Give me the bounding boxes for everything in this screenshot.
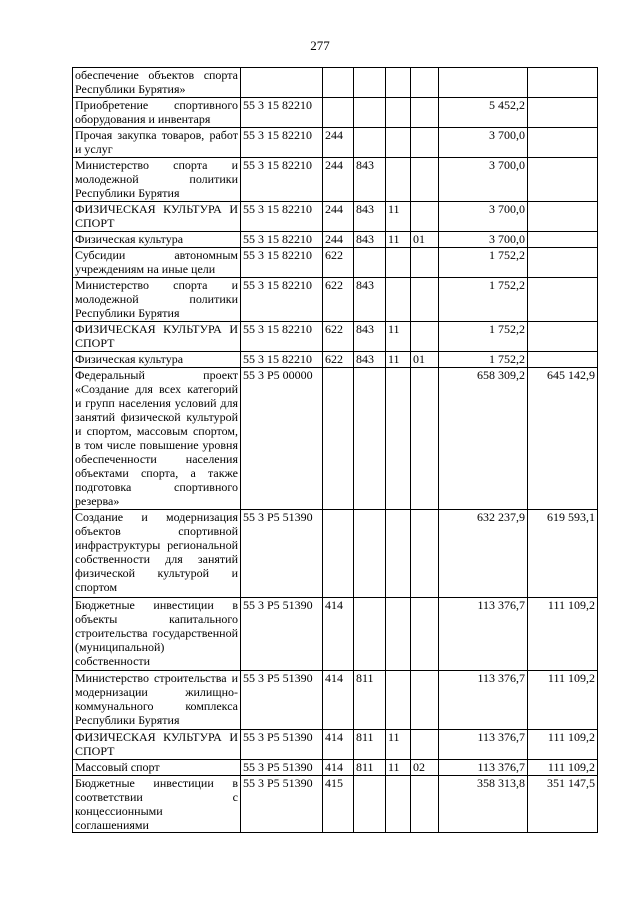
row-ministry-code	[354, 368, 386, 510]
row-ministry-code: 811	[354, 671, 386, 730]
row-amount-2: 351 147,5	[528, 776, 598, 833]
row-amount-1: 113 376,7	[439, 598, 528, 671]
row-ministry-code: 843	[354, 202, 386, 232]
table-row	[73, 128, 598, 158]
row-amount-2	[528, 278, 598, 322]
row-section	[386, 248, 411, 278]
row-ministry-code	[354, 98, 386, 128]
table-row	[73, 510, 598, 598]
row-code: 55 3 15 82210	[241, 98, 323, 128]
table-row	[73, 68, 598, 98]
row-name: Министерство спорта и молодежной политики Республики Бурятия	[73, 158, 241, 202]
row-expense-type: 622	[323, 352, 354, 368]
row-expense-type: 415	[323, 776, 354, 833]
row-section	[386, 510, 411, 598]
row-code: 55 3 15 82210	[241, 352, 323, 368]
row-code: 55 3 15 82210	[241, 322, 323, 352]
table-row	[73, 248, 598, 278]
row-amount-2: 111 109,2	[528, 671, 598, 730]
row-name: Прочая закупка товаров, работ и услуг	[73, 128, 241, 158]
row-amount-1: 3 700,0	[439, 232, 528, 248]
row-expense-type: 244	[323, 232, 354, 248]
table-row	[73, 598, 598, 671]
row-name: Приобретение спортивного оборудования и инвентаря	[73, 98, 241, 128]
row-name: ФИЗИЧЕСКАЯ КУЛЬТУРА И СПОРТ	[73, 730, 241, 760]
row-name: ФИЗИЧЕСКАЯ КУЛЬТУРА И СПОРТ	[73, 322, 241, 352]
row-name: Министерство строительства и модернизации жилищно-коммунального комплекса Республики Бурятия	[73, 671, 241, 730]
row-ministry-code: 843	[354, 322, 386, 352]
row-name: ФИЗИЧЕСКАЯ КУЛЬТУРА И СПОРТ	[73, 202, 241, 232]
row-subsection: 01	[411, 352, 439, 368]
row-name: обеспечение объектов спорта Республики Бурятия»	[73, 68, 241, 98]
row-section: 11	[386, 760, 411, 776]
row-subsection	[411, 368, 439, 510]
table-row	[73, 322, 598, 352]
row-expense-type	[323, 98, 354, 128]
row-name: Министерство спорта и молодежной политики Республики Бурятия	[73, 278, 241, 322]
row-name: Субсидии автономным учреждениям на иные цели	[73, 248, 241, 278]
row-name: Физическая культура	[73, 232, 241, 248]
row-amount-1: 5 452,2	[439, 98, 528, 128]
row-amount-1: 1 752,2	[439, 322, 528, 352]
row-amount-1: 658 309,2	[439, 368, 528, 510]
row-amount-1: 1 752,2	[439, 278, 528, 322]
row-ministry-code	[354, 248, 386, 278]
row-section	[386, 671, 411, 730]
row-ministry-code	[354, 68, 386, 98]
row-subsection: 01	[411, 232, 439, 248]
row-ministry-code: 843	[354, 352, 386, 368]
row-expense-type: 244	[323, 158, 354, 202]
table-row	[73, 671, 598, 730]
row-amount-1: 3 700,0	[439, 202, 528, 232]
row-amount-1: 632 237,9	[439, 510, 528, 598]
row-code: 55 3 15 82210	[241, 128, 323, 158]
row-amount-1: 113 376,7	[439, 730, 528, 760]
table-row	[73, 158, 598, 202]
row-code: 55 3 P5 51390	[241, 598, 323, 671]
table-row	[73, 760, 598, 776]
row-ministry-code	[354, 510, 386, 598]
row-section	[386, 158, 411, 202]
page-number: 277	[310, 38, 330, 53]
row-ministry-code	[354, 598, 386, 671]
row-name: Создание и модернизация объектов спортивной инфраструктуры региональной собственности для занятий физической культурой и спортом	[73, 510, 241, 598]
row-expense-type: 414	[323, 760, 354, 776]
row-subsection	[411, 68, 439, 98]
row-section: 11	[386, 352, 411, 368]
row-ministry-code	[354, 128, 386, 158]
row-code: 55 3 P5 51390	[241, 760, 323, 776]
table-row	[73, 730, 598, 760]
row-code: 55 3 P5 51390	[241, 671, 323, 730]
row-ministry-code: 811	[354, 760, 386, 776]
table-row	[73, 776, 598, 833]
row-name: Физическая культура	[73, 352, 241, 368]
row-code: 55 3 15 82210	[241, 158, 323, 202]
row-name: Федеральный проект «Создание для всех категорий и групп населения условий для занятий физической культурой и спортом, массовым спортом, в том числе повышение уровня обеспеченности населения объектами спорта, а также подготовка спортивного резерва»	[73, 368, 241, 510]
table-row	[73, 98, 598, 128]
row-amount-1: 358 313,8	[439, 776, 528, 833]
row-amount-1: 113 376,7	[439, 760, 528, 776]
row-section	[386, 128, 411, 158]
row-ministry-code: 843	[354, 278, 386, 322]
row-expense-type: 622	[323, 322, 354, 352]
row-amount-2: 111 109,2	[528, 598, 598, 671]
table-row	[73, 232, 598, 248]
row-subsection: 02	[411, 760, 439, 776]
row-expense-type: 622	[323, 248, 354, 278]
row-expense-type: 244	[323, 202, 354, 232]
row-amount-1: 3 700,0	[439, 158, 528, 202]
row-section: 11	[386, 232, 411, 248]
row-expense-type	[323, 368, 354, 510]
row-amount-1: 1 752,2	[439, 352, 528, 368]
row-amount-2: 619 593,1	[528, 510, 598, 598]
row-subsection	[411, 598, 439, 671]
row-section	[386, 598, 411, 671]
row-section: 11	[386, 202, 411, 232]
row-section	[386, 68, 411, 98]
row-code: 55 3 15 82210	[241, 278, 323, 322]
row-amount-2	[528, 352, 598, 368]
row-subsection	[411, 510, 439, 598]
row-code: 55 3 15 82210	[241, 248, 323, 278]
row-code: 55 3 15 82210	[241, 232, 323, 248]
row-subsection	[411, 776, 439, 833]
row-subsection	[411, 158, 439, 202]
row-amount-1: 113 376,7	[439, 671, 528, 730]
row-subsection	[411, 730, 439, 760]
table-row	[73, 352, 598, 368]
row-code: 55 3 15 82210	[241, 202, 323, 232]
row-amount-1	[439, 68, 528, 98]
row-subsection	[411, 128, 439, 158]
row-amount-2	[528, 158, 598, 202]
row-amount-2	[528, 128, 598, 158]
row-amount-2	[528, 232, 598, 248]
row-amount-2	[528, 98, 598, 128]
row-section	[386, 98, 411, 128]
row-expense-type: 622	[323, 278, 354, 322]
row-name: Бюджетные инвестиции в объекты капитального строительства государственной (муниципальной) собственности	[73, 598, 241, 671]
row-amount-2	[528, 248, 598, 278]
row-subsection	[411, 671, 439, 730]
row-subsection	[411, 278, 439, 322]
row-name: Бюджетные инвестиции в соответствии с концессионными соглашениями	[73, 776, 241, 833]
row-ministry-code: 843	[354, 232, 386, 248]
row-ministry-code: 811	[354, 730, 386, 760]
table-row	[73, 202, 598, 232]
row-amount-1: 3 700,0	[439, 128, 528, 158]
row-code: 55 3 P5 51390	[241, 776, 323, 833]
budget-table	[72, 67, 598, 833]
table-row	[73, 368, 598, 510]
row-ministry-code	[354, 776, 386, 833]
row-section: 11	[386, 322, 411, 352]
row-amount-2	[528, 68, 598, 98]
row-subsection	[411, 98, 439, 128]
row-subsection	[411, 202, 439, 232]
row-section: 11	[386, 730, 411, 760]
row-expense-type: 414	[323, 598, 354, 671]
row-expense-type	[323, 510, 354, 598]
row-ministry-code: 843	[354, 158, 386, 202]
table-row	[73, 278, 598, 322]
row-section	[386, 368, 411, 510]
row-amount-2: 111 109,2	[528, 730, 598, 760]
row-amount-2	[528, 202, 598, 232]
row-section	[386, 776, 411, 833]
row-subsection	[411, 248, 439, 278]
row-subsection	[411, 322, 439, 352]
row-name: Массовый спорт	[73, 760, 241, 776]
row-expense-type: 414	[323, 671, 354, 730]
row-expense-type: 414	[323, 730, 354, 760]
row-code: 55 3 P5 51390	[241, 730, 323, 760]
row-amount-2	[528, 322, 598, 352]
row-amount-2: 645 142,9	[528, 368, 598, 510]
row-code	[241, 68, 323, 98]
row-expense-type: 244	[323, 128, 354, 158]
row-section	[386, 278, 411, 322]
row-code: 55 3 P5 00000	[241, 368, 323, 510]
row-amount-2: 111 109,2	[528, 760, 598, 776]
row-code: 55 3 P5 51390	[241, 510, 323, 598]
row-amount-1: 1 752,2	[439, 248, 528, 278]
row-expense-type	[323, 68, 354, 98]
